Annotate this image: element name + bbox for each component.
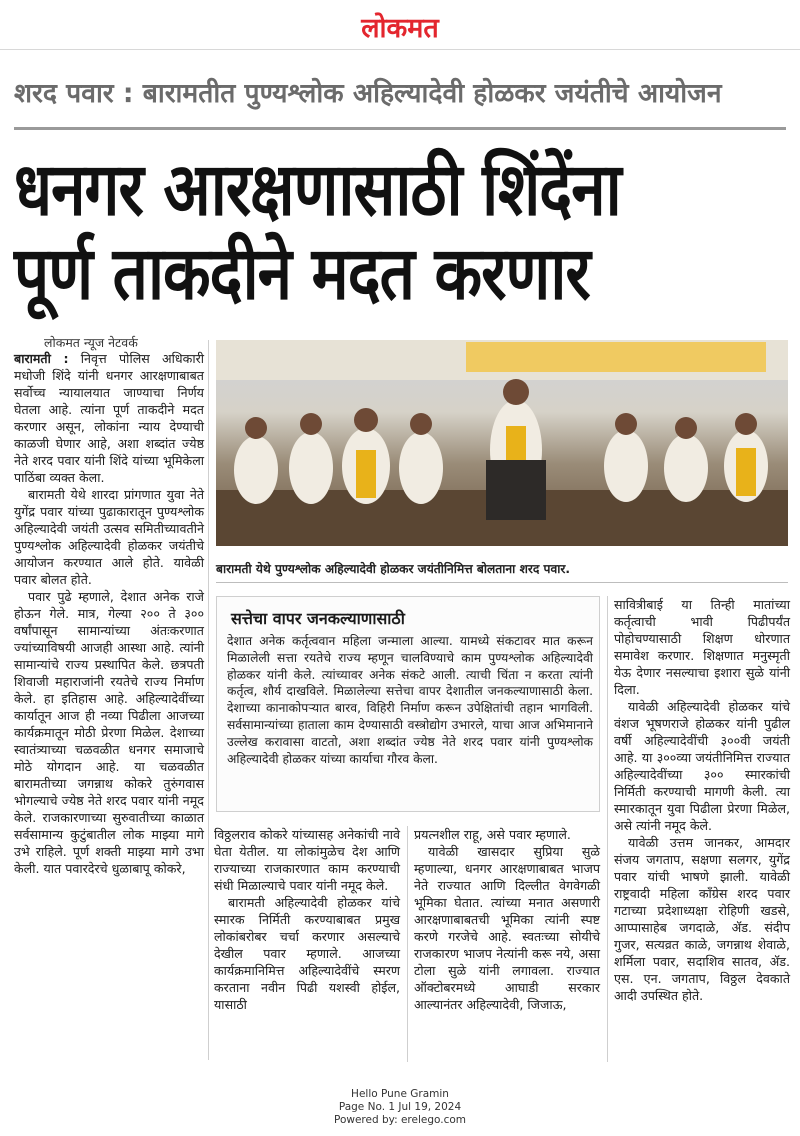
column-2-paragraph-1: विठ्ठलराव कोकरे यांच्यासह अनेकांची नावे घेता येतील. या लोकांमुळेच देश आणि राज्याच्या राजकारणात काम करण्याची संधी मिळाल्याचे पवार यांनी नमूद केले. bbox=[214, 827, 400, 893]
article-column-2 bbox=[214, 826, 400, 1013]
box-title: सत्तेचा वापर जनकल्याणासाठी bbox=[231, 609, 405, 628]
column-2-paragraph-2: बारामती अहिल्यादेवी होळकर यांचे स्मारक निर्मिती करण्याबाबत प्रमुख लोकांबरोबर चर्चा करणार असल्याचे देखील पवार म्हणाले. आजच्या कार्यक्रमानिमित्त अहिल्यादेवींचे स्मरण करताना नवीन पिढी यशस्वी होईल, यासाठी bbox=[214, 895, 400, 1012]
column-1-paragraph-1 bbox=[14, 350, 204, 486]
column-1-text-1: निवृत्त पोलिस अधिकारी मधोजी शिंदे यांनी धनगर आरक्षणाबाबत सर्वोच्च न्यायालयात जाण्याचा निर्णय घेतला आहे. त्यांना पूर्ण ताकदीने मदत करणार असून, लोकांना न्याय देण्याची काळजी घेणार आहे, अशा शब्दांत ज्येष्ठ नेते शरद पवार यांनी शिंदे यांच्या भूमिकेला पाठिंबा व्यक्त केला. bbox=[14, 351, 204, 485]
column-4-paragraph-3: यावेळी उत्तम जानकर, आमदार संजय जगताप, सक्षणा सलगर, युगेंद्र पवार यांची भाषणे झाली. यावेळी राष्ट्रवादी महिला काँग्रेस शरद पवार गटाच्या प्रदेशाध्यक्षा रोहिणी खडसे, आप्पासाहेब जगदाळे, ॲड. संदीप गुजर, सत्यव्रत काळे, जगन्नाथ शेवाळे, शर्मिला पवार, सदाशिव सातव, ॲड. एस. एन. जगताप, विठ्ठल देवकाते आदी उपस्थित होते. bbox=[614, 835, 790, 1003]
column-divider bbox=[607, 596, 608, 1062]
caption-rule bbox=[216, 582, 788, 583]
byline: लोकमत न्यूज नेटवर्क bbox=[44, 335, 138, 350]
stage-photo-illustration bbox=[216, 340, 788, 546]
footer-page-date: Page No. 1 Jul 19, 2024 bbox=[338, 1101, 462, 1113]
column-3-paragraph-1: प्रयत्नशील राहू, असे पवार म्हणाले. bbox=[414, 827, 571, 842]
column-3-paragraph-2: यावेळी खासदार सुप्रिया सुळे म्हणाल्या, धनगर आरक्षणाबाबत भाजप नेते राज्यात आणि दिल्लीत वेगवेगळी भूमिका घेतात. त्यांच्या मनात असणारी आरक्षणाबाबतची भूमिका त्यांनी स्पष्ट करणे गरजेचे आहे. स्वतःच्या सोयीचे राजकारण भाजप नेत्यांनी करू नये, असा टोला सुळे यांनी लगावला. राज्यात ऑक्टोबरमध्ये आघाडी सरकार आल्यानंतर अहिल्यादेवी, जिजाऊ, bbox=[414, 844, 600, 1012]
kicker-rule bbox=[14, 127, 786, 130]
article-column-4 bbox=[614, 596, 790, 1004]
headline-line-2: पूर्ण ताकदीने मदत करणार bbox=[14, 230, 590, 317]
masthead bbox=[0, 0, 800, 50]
headline-line-1: धनगर आरक्षणासाठी शिंदेंना bbox=[14, 146, 621, 233]
photo-caption: बारामती येथे पुण्यश्लोक अहिल्यादेवी होळकर जयंतीनिमित्त बोलताना शरद पवार. bbox=[216, 562, 571, 576]
column-divider bbox=[407, 826, 408, 1062]
sidebar-box bbox=[216, 596, 600, 812]
column-1-paragraph-2: बारामती येथे शारदा प्रांगणात युवा नेते युगेंद्र पवार यांच्या पुढाकारातून पुण्यश्लोक अहिल्यादेवी जयंती उत्सव समितीच्यावतीने पुण्यश्लोक अहिल्यादेवी होळकर जयंतीचे आयोजन करण्यात आले होते. यावेळी पवार बोलत होते. bbox=[14, 487, 204, 587]
article-column-3 bbox=[414, 826, 600, 1013]
article-column-1 bbox=[14, 350, 204, 877]
kicker-headline: शरद पवार : बारामतीत पुण्यश्लोक अहिल्यादेवी होळकर जयंतीचे आयोजन bbox=[14, 78, 722, 109]
footer-edition: Hello Pune Gramin bbox=[351, 1088, 449, 1100]
column-divider bbox=[208, 340, 209, 1060]
dateline: बारामती : bbox=[14, 351, 69, 366]
column-4-paragraph-1: सावित्रीबाई या तिन्ही मातांच्या कर्तृत्वाची भावी पिढीपर्यंत पोहोचण्यासाठी शिक्षण धोरणात समावेश करणार. शिक्षणात मनुस्मृती येऊ देणार नसल्याचा इशारा सुळे यांनी दिला. bbox=[614, 597, 790, 697]
box-body: देशात अनेक कर्तृत्ववान महिला जन्माला आल्या. यामध्ये संकटावर मात करून मिळालेली सत्ता रयतेचे राज्य म्हणून चालविण्याचे काम पुण्यश्लोक अहिल्यादेवी होळकर यांनी केले. त्यांच्यावर अनेक संकटे आली. त्याची चिंता न करता त्यांनी कर्तृत्व, शौर्य दाखविले. मिळालेल्या सत्तेचा वापर देशातील जनकल्याणासाठी केला. देशाच्या कानाकोपऱ्यात बारव, विहिरी निर्माण करून उपेक्षितांची तहान भागविली. सर्वसामान्यांच्या हाताला काम देण्यासाठी वस्त्रोद्योग उभारले, याचा आज अभिमानाने उल्लेख करावासा वाटतो, अशा शब्दांत ज्येष्ठ नेते शरद पवार यांनी पुण्यश्लोक अहिल्यादेवी होळकर यांच्या कार्याचा गौरव केला. bbox=[227, 634, 593, 766]
page-footer bbox=[0, 1088, 800, 1127]
column-4-paragraph-2: यावेळी अहिल्यादेवी होळकर यांचे वंशज भूषणराजे होळकर यांनी पुढील वर्षी अहिल्यादेवींची ३००वी जयंती आहे. या ३००व्या जयंतीनिमित्त राज्यात अहिल्यादेवींच्या ३०० स्मारकांची निर्मिती करण्याची मागणी केली. त्या स्मारकातून युवा पिढीला प्रेरणा मिळेल, असे त्यांनी नमूद केले. bbox=[614, 699, 790, 833]
column-1-paragraph-3: पवार पुढे म्हणाले, देशात अनेक राजे होऊन गेले. मात्र, गेल्या २०० ते ३०० वर्षांपासून सामान्यांच्या अंतःकरणात ज्यांच्याविषयी आजही आस्था आहे. त्यांनी सामान्यांचे राज्य प्रस्थापित केले. छत्रपती शिवाजी महाराजांनी रयतेचे राज्य निर्माण केले. हा इतिहास आहे. अहिल्यादेवींच्या कार्यातून आज ही नव्या पिढीला आजच्या कार्यक्रमातून मोठी प्रेरणा मिळेल. देशाच्या स्वातंत्र्याच्या चळवळीत धनगर समाजाचे मोठे योगदान आहे. या चळवळीत बारामतीच्या जगन्नाथ कोकरे तुरुंगवास भोगल्याचे ज्येष्ठ नेते शरद पवार यांनी नमूद केले. राजकारणाच्या सुरुवातीच्या काळात सर्वसामान्य कुटुंबातील लोक माझ्या मागे उभे राहिले. पूर्ण शक्ती माझ्या मागे उभा केली. यात पवारदेरचे धुळाबापू कोकरे, bbox=[14, 589, 204, 876]
news-photo bbox=[216, 340, 788, 546]
footer-powered-by: Powered by: erelego.com bbox=[333, 1114, 467, 1126]
newspaper-logo: लोकमत bbox=[361, 13, 439, 44]
